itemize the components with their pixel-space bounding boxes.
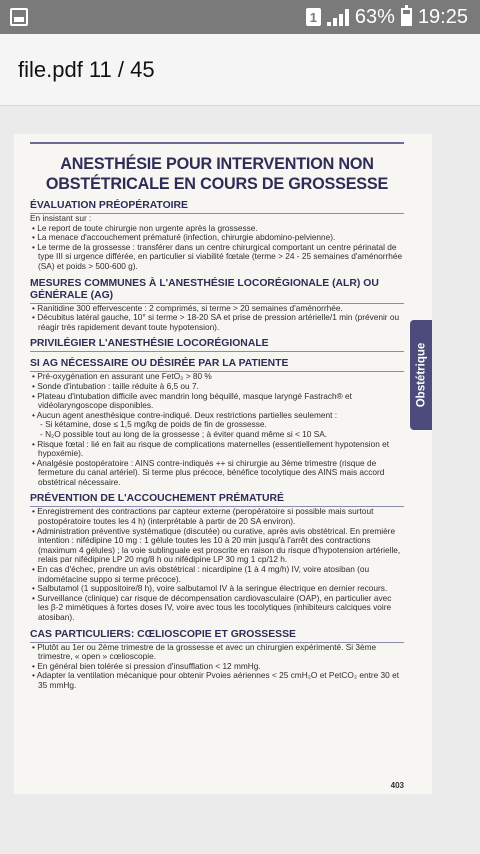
page-content: [30, 142, 404, 691]
bullet-item: • Administration préventive systématique (discutée) ou curative, après avis obstétrical. En première intention : nifédipine 10 mg : 1 gélule toutes les 10 à 20 min jusqu'à l'arrêt des contractions (maximum 4 gélules) ; la voie sublinguale est proscrite en raison du risque d'hypotension artérielle, relais par nifédipine LP 20 mg/8 h ou nifédipine LP 30 mg 1 cp/12 h.: [32, 525, 401, 565]
page-main-title: [30, 154, 404, 194]
battery-percentage: 63%: [354, 5, 395, 28]
section-tab-label: Obstétrique: [415, 342, 428, 408]
status-bar: [0, 0, 480, 34]
signal-icon: [327, 8, 349, 26]
bullet-item: • Salbutamol (1 suppositoire/8 h), voire salbutamol IV à la seringue électrique en dernier recours.: [32, 583, 388, 594]
status-left: [10, 8, 28, 26]
section-heading: PRIVILÉGIER L'ANESTHÉSIE LOCORÉGIONALE: [30, 338, 404, 352]
paragraph: En insistant sur :: [30, 213, 92, 223]
bullet-item: • Pré-oxygénation en assurant une FetO₂ > 80 %: [32, 371, 212, 382]
bullet-item: • Adapter la ventilation mécanique pour obtenir Pvoies aériennes < 25 cmH₂O et PetCO₂ entre 30 et 35 mmHg.: [32, 670, 400, 690]
bullet-item: • En cas d'échec, prendre un avis obstétrical : nicardipine (1 à 4 mg/h) IV, voire atosiban (ou indométacine suppo si terme précoce).: [32, 564, 370, 584]
section-heading: PRÉVENTION DE L'ACCOUCHEMENT PRÉMATURÉ: [30, 493, 404, 507]
bullet-item: • Sonde d'intubation : taille réduite à 6,5 ou 7.: [32, 380, 199, 391]
bullet-item: • Plateau d'intubation difficile avec mandrin long béquillé, masque laryngé Fastrach® et vidéolaryngoscope disponibles.: [32, 390, 352, 411]
bullet-item: • Enregistrement des contractions par capteur externe (peropératoire si possible mais surtout postopératoire toutes les 4 h) (interprétable à partir de 20 SA environ).: [32, 506, 374, 527]
section-heading: ÉVALUATION PRÉOPÉRATOIRE: [30, 200, 404, 214]
bullet-item: • Plutôt au 1er ou 2ème trimestre de la grossesse et avec un chirurgien expérimenté. Si 3ème trimestre, « open » cœlioscopie.: [32, 641, 377, 662]
clock: 19:25: [417, 5, 468, 28]
bullet-item: • Analgésie postopératoire : AINS contre-indiqués ++ si chirurgie au 3ème trimestre (risque de fermeture du canal artériel). Si terme plus précoce, bénéfice tocolytique des AINS mais accord obstétrical nécessaire.: [32, 457, 385, 487]
section-heading: CAS PARTICULIERS: CŒLIOSCOPIE ET GROSSESSE: [30, 629, 404, 643]
app-title-bar: [0, 34, 480, 106]
bullet-item: • Aucun agent anesthésique contre-indiqué. Deux restrictions partielles seulement :: [32, 409, 337, 420]
title-line-2: OBSTÉTRICALE EN COURS DE GROSSESSE: [45, 175, 389, 193]
bullet-item: • Ranitidine 300 effervescente : 2 comprimés, si terme > 20 semaines d'aménorrhée.: [32, 302, 343, 313]
document-title: file.pdf 11 / 45: [18, 56, 155, 82]
pdf-page[interactable]: [14, 134, 432, 794]
sim-icon: 1: [306, 8, 321, 26]
section-heading: SI AG NÉCESSAIRE OU DÉSIRÉE PAR LA PATIENTE: [30, 358, 404, 372]
bullet-item: • Décubitus latéral gauche, 10° si terme > 18-20 SA et prise de pression artérielle/1 min (prévenir ou réagir très rapidement devant toute hypotension).: [32, 312, 400, 332]
title-line-1: ANESTHÉSIE POUR INTERVENTION NON: [60, 155, 374, 173]
sub-item: - Si kétamine, dose ≤ 1,5 mg/kg de poids de fin de grossesse.: [40, 419, 267, 430]
battery-icon: [401, 8, 412, 26]
sub-item: - N₂O possible tout au long de la grossesse ; à éviter quand même si < 10 SA.: [40, 428, 328, 439]
bullet-item: • La menace d'accouchement prématuré (infection, chirurgie abdomino-pelvienne).: [32, 232, 336, 243]
bullet-item: • Le report de toute chirurgie non urgente après la grossesse.: [32, 222, 258, 233]
pdf-viewer[interactable]: [0, 106, 480, 854]
section-tab-obstetrique: [410, 320, 432, 430]
bullet-item: • Risque fœtal : lié en fait au risque de complications maternelles (essentiellement hypotension et hypoxémie).: [32, 438, 390, 459]
image-notification-icon: [10, 8, 28, 26]
page-number: 403: [390, 781, 404, 790]
section-heading: MESURES COMMUNES À L'ANESTHÉSIE LOCORÉGIONALE (ALR) OU GÉNÉRALE (AG): [30, 278, 404, 304]
top-rule: [30, 142, 404, 144]
bullet-item: • Le terme de la grossesse : transférer dans un centre chirurgical comportant un centre périnatal de type III si urgence différée, en particulier si viabilité fœtale (terme > 24 - 25 semaines d'aménorrhée (SA) et poids > 500-600 g).: [32, 241, 403, 271]
status-right: [306, 6, 468, 29]
bullet-item: • En général bien tolérée si pression d'insufflation < 12 mmHg.: [32, 660, 261, 671]
bullet-item: • Surveillance (clinique) car risque de décompensation cardiovasculaire (OAP), en particulier avec les β-2 mimétiques à fortes doses IV, voire avec tous les tocolytiques (inhibiteurs calciques voire atosiban).: [32, 592, 392, 622]
